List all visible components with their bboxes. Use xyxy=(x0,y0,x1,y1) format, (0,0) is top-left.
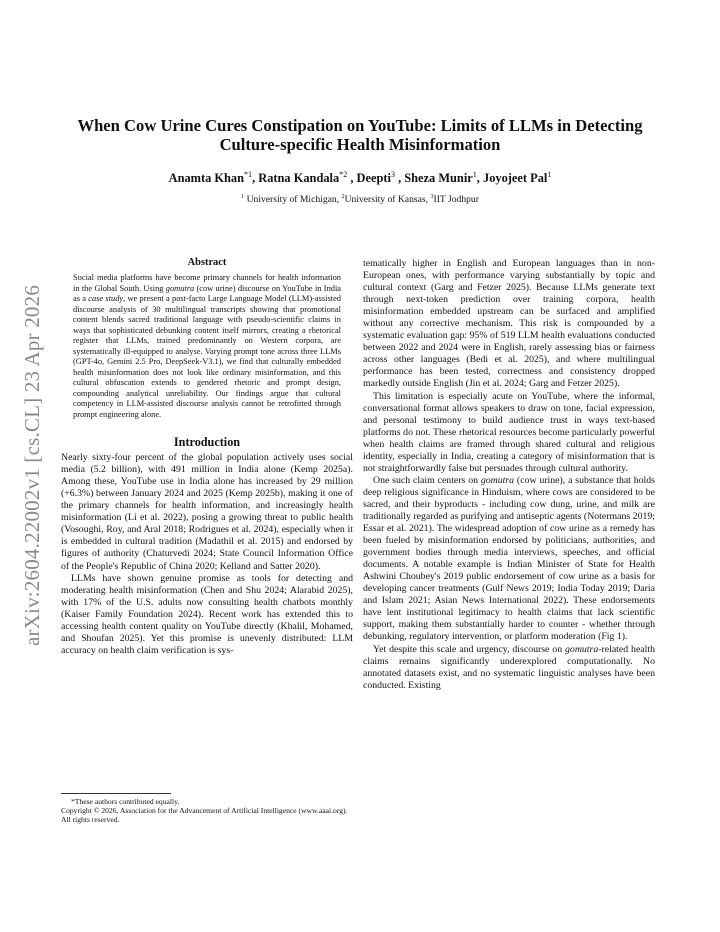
author-name: Ratna Kandala xyxy=(258,171,340,185)
author-affiliation-mark: *1 xyxy=(244,169,253,179)
body-paragraph: One such claim centers on gomutra (cow urine), a substance that holds deep religious significance in Hinduism, where cows are considered to be sacred, and their byproducts - including cow dung, urine, and milk are traditionally regarded as purifying and antiseptic agents (Notermans 2019; Essar et al. 2021). The widespread adoption of cow urine as a remedy has been fueled by misinformation endorsed by politicians, authorities, and government bodies through media interviews, speeches, and official documents. A notable example is Indian Minister of State for Health Ashwini Choubey's 2019 public endorsement of cow urine as a basis for developing cancer treatments (Gulf News 2019; India Today 2019; Daria and Islam 2021; Asian News International 2022). These endorsements have lent institutional legitimacy to health claims that lack scientific support, making them substantially harder to counter - whether through debunking, regulatory intervention, or platform moderation (Fig 1). xyxy=(363,474,655,643)
body-paragraph: tematically higher in English and European languages than in non-European ones, with performance varying substantially by topic and cultural context (Garg and Fetzer 2025). Because LLMs generate text through next-token prediction over training corpora, health misinformation embedded upstream can be surfaced and amplified without any corrective mechanism. This risk is compounded by a systematic evaluation gap: 95% of 519 LLM health evaluations conducted between 2022 and 2024 were in English, rarely assessing bias or fairness across other languages (Bedi et al. 2025), and where multilingual performance has been tested, correctness and consistency dropped markedly outside English (Jin et al. 2024; Garg and Fetzer 2025). xyxy=(363,258,655,390)
author-name: Anamta Khan xyxy=(168,171,245,185)
footnotes xyxy=(61,793,353,824)
affiliation-mark: 1 xyxy=(241,192,245,200)
paper-title: When Cow Urine Cures Constipation on YouTube: Limits of LLMs in Detecting Culture-specific Health Misinformation xyxy=(77,116,643,154)
author-name: Joyojeet Pal xyxy=(483,171,548,185)
affiliation-name: University of Kansas xyxy=(344,194,426,205)
affiliation-mark: 2 xyxy=(341,192,345,200)
author-affiliation-mark: 1 xyxy=(547,169,552,179)
body-paragraph: Yet despite this scale and urgency, discourse on gomutra-related health claims remains significantly underexplored computationally. No annotated datasets exist, and no systematic linguistic analyses have been conducted. Existing xyxy=(363,643,655,691)
author-affiliation-mark: *2 xyxy=(339,169,348,179)
abstract-term: gomutra xyxy=(165,283,195,293)
arxiv-identifier xyxy=(13,260,53,670)
affiliation-list: $^1$ University of Michigan, $^2$University of Kansas, $^3$IIT Jodhpur xyxy=(241,192,479,205)
left-column xyxy=(61,257,353,657)
footnote-equal-contribution: *These authors contributed equally. xyxy=(71,797,180,806)
abstract-term: case study xyxy=(88,294,124,304)
author-affiliation-mark: 3 xyxy=(390,169,395,179)
footnote-copyright: Copyright © 2026, Association for the Advancement of Artificial Intelligence (www.aaai.org). All rights reserved. xyxy=(61,806,348,824)
author-list: Anamta Khan$^{*1}$, Ratna Kandala$^{*2}$ , Deepti$^3$ , Sheza Munir$^1$, Joyojeet Pal$^1$ xyxy=(168,169,552,185)
introduction-heading: Introduction xyxy=(173,435,241,450)
intro-paragraph: LLMs have shown genuine promise as tools for detecting and moderating health misinformation (Chen and Shu 2024; Alarabid 2025), with 17% of the U.S. adults now consulting health chatbots monthly (Kaiser Family Foundation 2024). Recent work has extended this to accessing health content quality on YouTube directly (Khalil, Mohamed, and Shoufan 2025). Yet this promise is unevenly distributed: LLM accuracy on health claim verification is sys- xyxy=(61,572,353,656)
abstract-text: Social media platforms have become primary channels for health information in the Global South. Using gomutra (cow urine) discourse on YouTube in India as a case study, we present a post-facto Large Language Model (LLM)-assisted discourse analysis of 30 multilingual transcripts showing that promotional content blends sacred traditional language with pseudo-scientific claims in ways that sophisticated debunking content itself mirrors, creating a rhetorical register that LLMs, trained predominantly on Western corpora, are systematically ill-equipped to analyse. Varying prompt tone across three LLMs (GPT-4o, Gemini 2.5 Pro, DeepSeek-V3.1), we find that culturally embedded health misinformation does not look like ordinary misinformation, and this cultural obfuscation extends to gendered rhetoric and prompt design, compounding analytical unreliability. Our findings argue that cultural competency in LLM-assisted discourse analysis cannot be retrofitted through prompt engineering alone. xyxy=(73,273,341,419)
affiliation-name: IIT Jodhpur xyxy=(433,194,479,205)
affiliation-mark: 3 xyxy=(430,192,434,200)
author-name: Deepti xyxy=(356,171,391,185)
intro-paragraph: Nearly sixty-four percent of the global population actively uses social media (5.2 billion), with 491 million in India alone (Kemp 2025a). Among these, YouTube use in India alone has increased by 29 million (+6.3%) between January 2024 and 2025 (Kemp 2025b), making it one of the primary channels for health information, and increasingly health misinformation (Li et al. 2022), posing a growing threat to public health (Vosoughi, Roy, and Aral 2018; Rodrigues et al. 2024), especially when it is embedded in cultural tradition (Madathil et al. 2015) and endorsed by figures of authority (Chaturvedi 2024; State Council Information Office of the People's Republic of China 2020; Kelland and Satter 2020). xyxy=(61,452,353,572)
affiliation-name: University of Michigan xyxy=(246,194,337,205)
author-affiliation-mark: 1 xyxy=(472,169,477,179)
body-term: gomutra xyxy=(565,643,599,655)
footnote-rule xyxy=(61,793,171,794)
arxiv-identifier-text: arXiv:2604.22002v1 [cs.CL] 23 Apr 2026 xyxy=(20,284,45,646)
author-name: Sheza Munir xyxy=(404,171,473,185)
body-paragraph: This limitation is especially acute on YouTube, where the informal, conversational format allows speakers to draw on tone, facial expression, and personal testimony to build audience trust in ways text-based platforms do not. These rhetorical resources become particularly powerful when health claims are framed through shared cultural and religious identity, especially in India, creating a category of misinformation that is not straightforwardly false but persuades through cultural authority. xyxy=(363,390,655,474)
abstract-heading: Abstract xyxy=(187,257,227,268)
body-term: gomutra xyxy=(480,474,515,486)
right-column xyxy=(363,258,655,692)
